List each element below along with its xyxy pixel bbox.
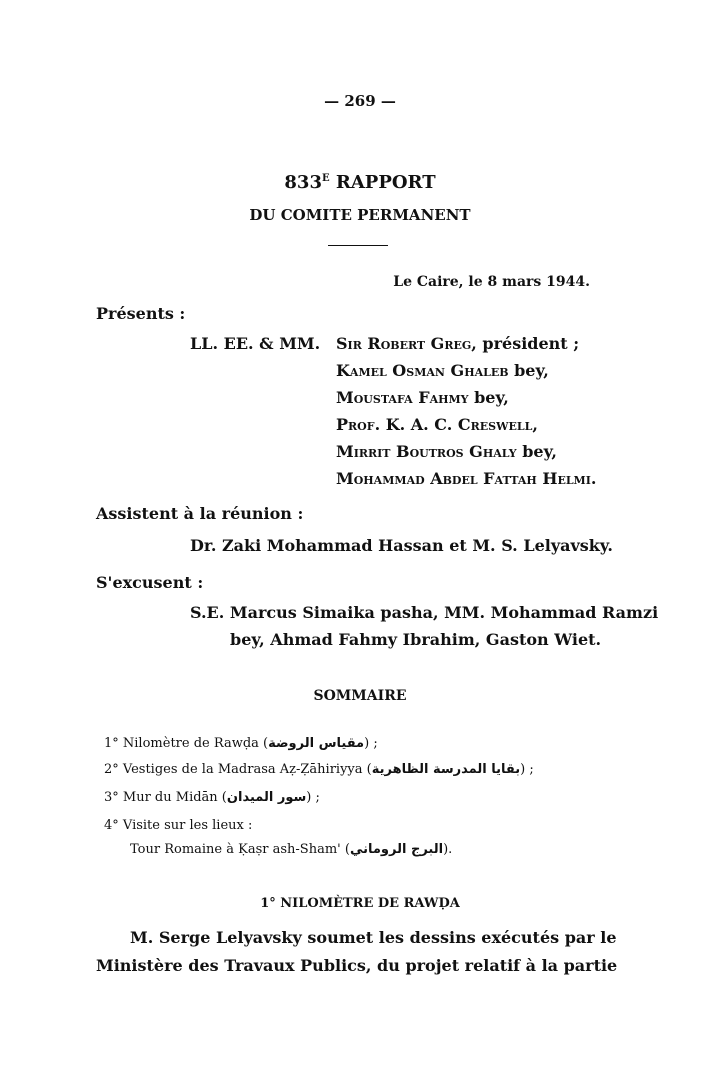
presents-prefix: LL. EE. & MM. [190,334,321,353]
excusent-line-2: bey, Ahmad Fahmy Ibrahim, Gaston Wiet. [230,630,602,649]
member-name: Moustafa Fahmy [336,388,469,407]
assistent-text: Dr. Zaki Mohammad Hassan et M. S. Lelyavsky. [190,536,613,555]
member-suffix: bey, [516,442,557,461]
sommaire-title: SOMMAIRE [313,688,407,704]
page-number: — 269 — [324,92,396,110]
excusent-label: S'excusent : [96,573,204,592]
member-name: Prof. K. A. C. Creswell [336,415,533,434]
assistent-label: Assistent à la réunion : [96,504,304,523]
item-end: ) ; [306,790,320,805]
member-suffix: , président ; [471,334,580,353]
item-text: 3° Mur du Midān ( [104,790,227,805]
sommaire-item [104,818,252,833]
sommaire-item [104,762,534,777]
item-text: 2° Vestiges de la Madrasa Aẓ-Ẓāhiriyya ( [104,762,372,777]
member-suffix: bey, [468,388,509,407]
member-suffix: bey, [508,361,549,380]
report-number: 833 [284,172,322,193]
item-text: 1° Nilomètre de Rawḍa ( [104,736,269,751]
member-suffix: . [590,469,597,488]
member-name: Kamel Osman Ghaleb [336,361,509,380]
presents-label: Présents : [96,304,186,323]
report-subtitle: DU COMITE PERMANENT [249,206,471,224]
member-name: Sir Robert Greg [336,334,472,353]
report-title [0,172,720,193]
sommaire-item [104,790,320,805]
member-line [336,415,538,434]
member-name: Mirrit Boutros Ghaly [336,442,517,461]
excusent-line-1: S.E. Marcus Simaika pasha, MM. Mohammad Ramzi [190,603,659,622]
member-line [336,388,509,407]
member-name: Mohammad Abdel Fattah Helmi [336,469,591,488]
item-end: ). [443,842,453,857]
sommaire-item [104,736,378,751]
report-word: RAPPORT [335,172,436,193]
member-line [336,469,596,488]
item-text: 4° Visite sur les lieux : [104,818,253,833]
item-arabic: سور الميدان [226,790,307,805]
member-line [336,361,549,380]
item-arabic: بقايا المدرسة الظاهرية [371,762,521,777]
paragraph-line-2: Ministère des Travaux Publics, du projet relatif à la partie [96,956,618,975]
paragraph-line-1: M. Serge Lelyavsky soumet les dessins exécutés par le [130,928,617,947]
member-line [336,442,557,461]
section-title: 1° NILOMÈTRE DE RAWḌA [260,896,460,911]
item-end: ) ; [520,762,534,777]
item-end: ) ; [364,736,378,751]
date-line: Le Caire, le 8 mars 1944. [393,274,590,290]
item-text: Tour Romaine à Ḳaṣr ash-Sham' ( [130,842,350,857]
item-arabic: مقياس الروضة [268,736,365,751]
report-number-superscript: E [321,173,330,184]
sommaire-item [130,842,452,857]
item-arabic: البرج الروماني [349,842,444,857]
member-line [336,334,579,353]
member-suffix: , [532,415,538,434]
title-divider [328,245,388,246]
